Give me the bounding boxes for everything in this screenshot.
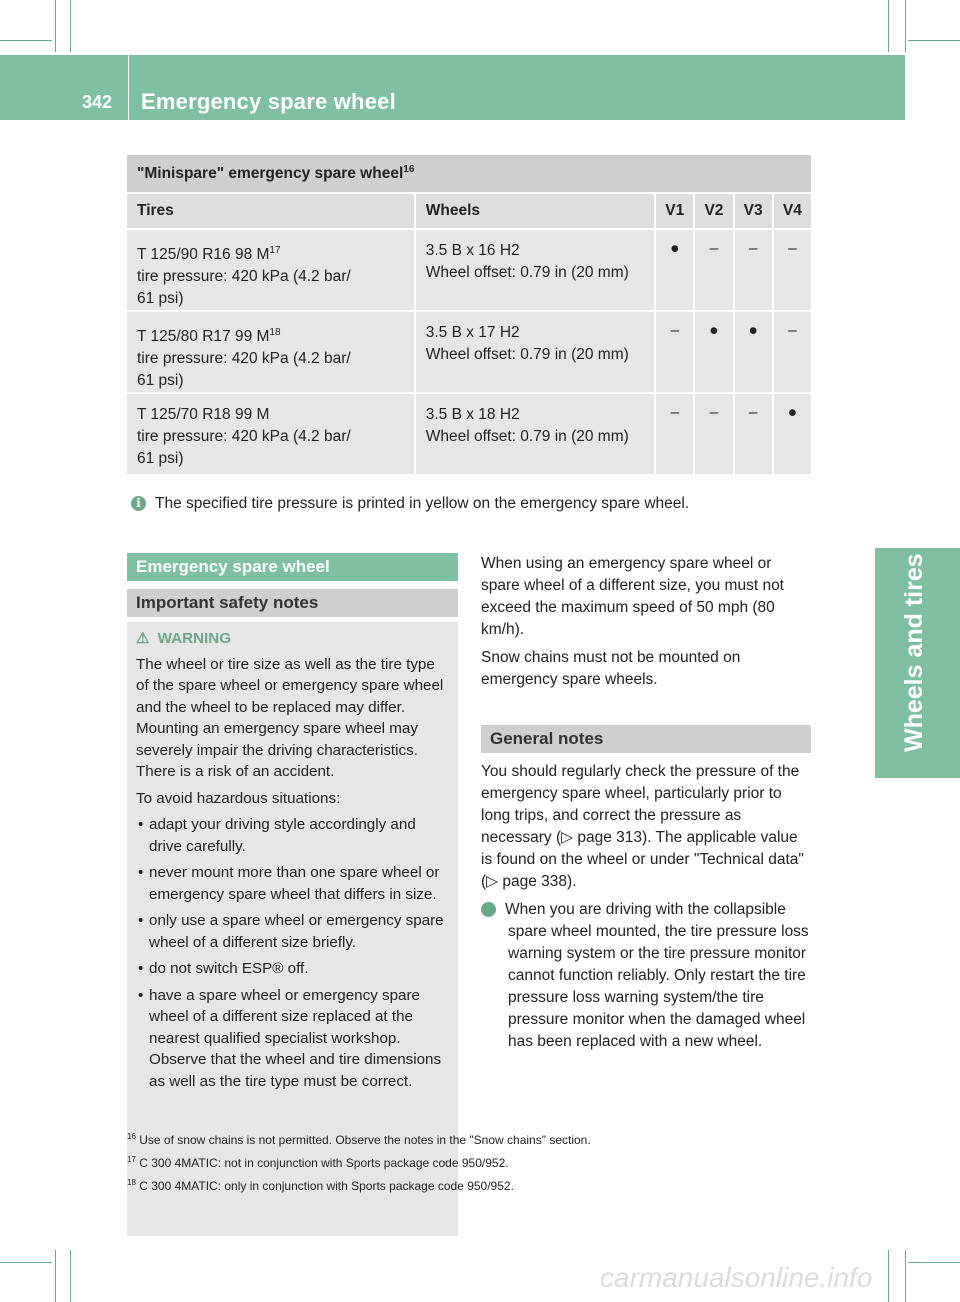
col-header-v2: V2 xyxy=(694,193,733,229)
page-number: 342 xyxy=(82,92,113,112)
watermark: carmanualsonline.info xyxy=(600,1262,873,1293)
v3-cell: ● xyxy=(734,311,773,393)
page-title: Emergency spare wheel xyxy=(141,89,396,114)
tire-cell: T 125/70 R18 99 M tire pressure: 420 kPa (4.2 bar/ 61 psi) xyxy=(127,393,415,474)
crop-mark xyxy=(908,40,960,41)
tire-cell: T 125/80 R17 99 $M^{18}$ tire pressure: 420 kPa (4.2 bar/ 61 psi) xyxy=(127,311,415,393)
crop-mark xyxy=(908,1262,960,1263)
warning-list xyxy=(136,814,450,1092)
col-header-v1: V1 xyxy=(655,193,694,229)
list-item: • do not switch ESP® off. xyxy=(136,958,450,980)
v4-cell: ● xyxy=(773,393,811,474)
footnote: $^{18}$ C 300 4MATIC: only in conjunction with Sports package code 950/952. xyxy=(127,1178,514,1193)
body-paragraph: Snow chains must not be mounted on emergency spare wheels. xyxy=(481,649,741,688)
chapter-tab-label: Wheels and tires xyxy=(900,553,928,752)
table-row xyxy=(127,229,811,311)
crop-mark xyxy=(888,0,889,52)
v1-cell: ● xyxy=(655,229,694,311)
col-header-v3: V3 xyxy=(734,193,773,229)
list-item: • only use a spare wheel or emergency spare wheel of a different size briefly. xyxy=(136,910,450,953)
table-title: "Minispare" emergency spare wheel$^{16}$ xyxy=(127,155,811,193)
body-paragraph: When using an emergency spare wheel or spare wheel of a different size, you must not exceed the maximum speed of 50 mph (80 km/h). xyxy=(481,555,784,638)
v3-cell: – xyxy=(734,393,773,474)
right-column-bottom xyxy=(472,761,813,1059)
crop-mark xyxy=(0,40,52,41)
crop-mark xyxy=(55,1250,56,1302)
table-header-row xyxy=(127,193,811,229)
list-item: • have a spare wheel or emergency spare wheel of a different size replaced at the nearest qualified specialist workshop. Observe that the wheel and tire dimensions as well as the tire type must be correct. xyxy=(136,985,450,1093)
footnotes xyxy=(127,1127,591,1196)
list-item: • adapt your driving style accordingly and drive carefully. xyxy=(136,814,450,857)
table-title-row xyxy=(127,155,811,193)
body-paragraph: You should regularly check the pressure of the emergency spare wheel, particularly prior to long trips, and correct the pressure as necessary (▷ page 313). The applicable value is found on the wheel or under "Technical data" (▷ page 338). xyxy=(481,763,804,890)
v2-cell: ● xyxy=(694,311,733,393)
info-note: i The specified tire pressure is printed in yellow on the emergency spare wheel. xyxy=(131,493,689,515)
crop-mark xyxy=(70,1250,71,1302)
v1-cell: – xyxy=(655,311,694,393)
info-paragraph: i When you are driving with the collapsible spare wheel mounted, the tire pressure loss warning system or the tire pressure monitor cannot function reliably. Only restart the tire pressure loss warning system/the tire pressure monitor when the damaged wheel has been replaced with a new wheel. xyxy=(472,901,809,1050)
spare-wheel-table xyxy=(127,155,811,474)
wheel-cell: 3.5 B x 17 H2 Wheel offset: 0.79 in (20 mm) xyxy=(415,311,655,393)
crop-mark xyxy=(55,0,56,52)
v4-cell: – xyxy=(773,311,811,393)
tire-cell: T 125/90 R16 98 $M^{17}$ tire pressure: 420 kPa (4.2 bar/ 61 psi) xyxy=(127,229,415,311)
page-header xyxy=(0,55,905,120)
wheel-cell: 3.5 B x 16 H2 Wheel offset: 0.79 in (20 mm) xyxy=(415,229,655,311)
warning-icon: ⚠ xyxy=(136,630,150,647)
table-row xyxy=(127,393,811,474)
crop-mark xyxy=(905,1250,906,1302)
col-header-tires: Tires xyxy=(127,193,415,229)
header-divider xyxy=(128,55,129,120)
col-header-wheels: Wheels xyxy=(415,193,655,229)
section-heading: Emergency spare wheel xyxy=(127,553,458,581)
footnote: $^{17}$ C 300 4MATIC: not in conjunction with Sports package code 950/952. xyxy=(127,1155,509,1170)
info-icon: i xyxy=(131,496,146,511)
table-row xyxy=(127,311,811,393)
subsection-heading: Important safety notes xyxy=(127,589,458,617)
warning-title: ⚠ WARNING xyxy=(136,628,450,650)
v2-cell: – xyxy=(694,229,733,311)
col-header-v4: V4 xyxy=(773,193,811,229)
v3-cell: – xyxy=(734,229,773,311)
crop-mark xyxy=(888,1250,889,1302)
v4-cell: – xyxy=(773,229,811,311)
v1-cell: – xyxy=(655,393,694,474)
list-item: • never mount more than one spare wheel or emergency spare wheel that differs in size. xyxy=(136,862,450,905)
general-notes-heading: General notes xyxy=(481,725,811,753)
right-column-top xyxy=(481,553,813,697)
footnote: $^{16}$ Use of snow chains is not permitted. Observe the notes in the "Snow chains" section. xyxy=(127,1132,591,1147)
crop-mark xyxy=(0,1262,52,1263)
info-icon: i xyxy=(481,902,496,917)
warning-paragraph: The wheel or tire size as well as the tire type of the spare wheel or emergency spare wheel and the wheel to be replaced may differ. Mounting an emergency spare wheel may severely impair the driving characteristics. There is a risk of an accident. xyxy=(136,655,444,780)
crop-mark xyxy=(905,0,906,52)
wheel-cell: 3.5 B x 18 H2 Wheel offset: 0.79 in (20 mm) xyxy=(415,393,655,474)
warning-paragraph: To avoid hazardous situations: xyxy=(136,789,341,807)
crop-mark xyxy=(70,0,71,52)
v2-cell: – xyxy=(694,393,733,474)
